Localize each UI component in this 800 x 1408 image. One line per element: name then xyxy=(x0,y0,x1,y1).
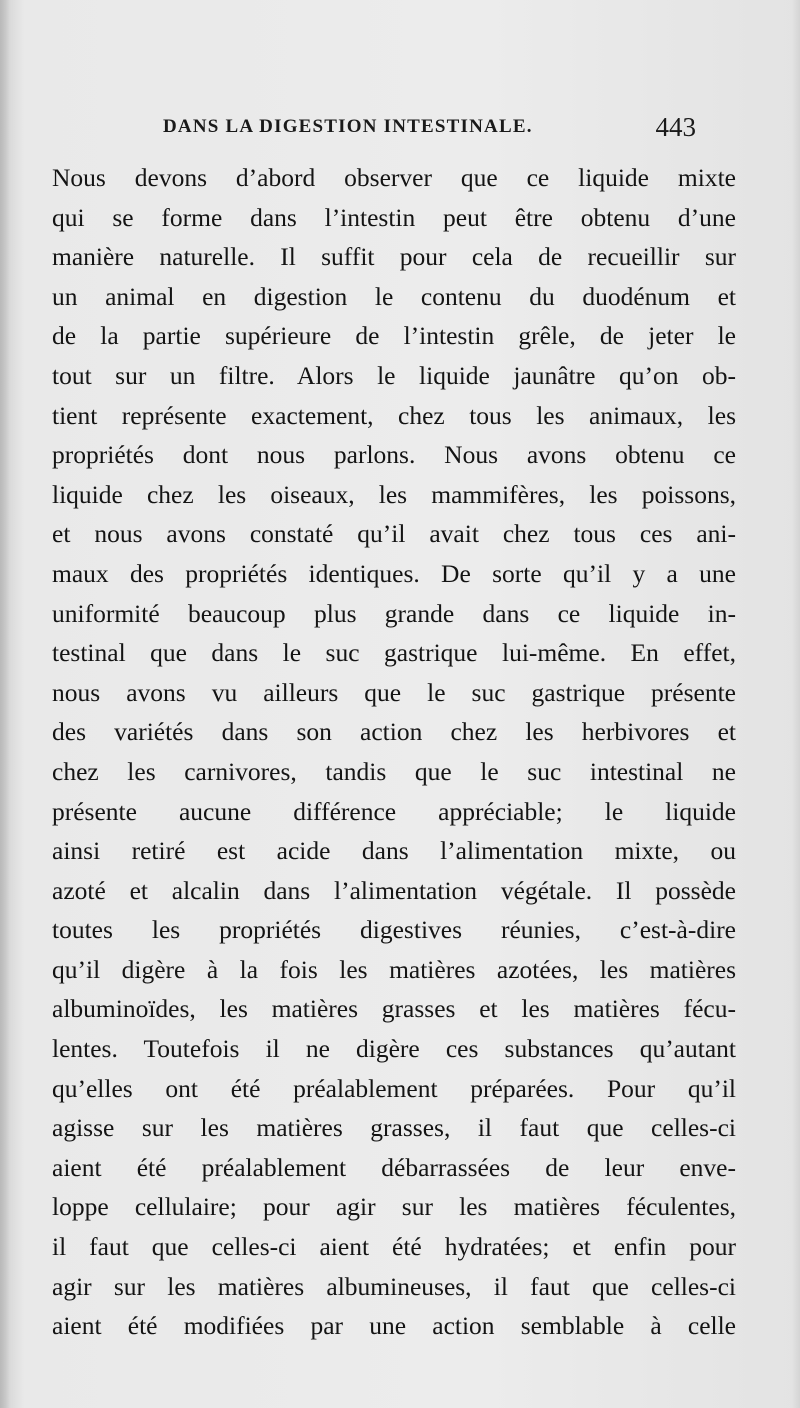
text-line: de la partie supérieure de l’intestin grêle, de jeter le xyxy=(52,321,736,351)
text-line: nous avons vu ailleurs que le suc gastrique présente xyxy=(52,677,736,707)
text-line: tout sur un filtre. Alors le liquide jaunâtre qu’on ob- xyxy=(52,360,736,390)
text-line: toutes les propriétés digestives réunies, c’est-à-dire xyxy=(52,915,736,945)
page-number: 443 xyxy=(655,112,696,142)
body-text xyxy=(52,158,736,1346)
text-line: des variétés dans son action chez les herbivores et xyxy=(52,717,736,747)
text-line: maux des propriétés identiques. De sorte qu’il y a une xyxy=(52,558,736,588)
page-header xyxy=(120,112,700,148)
text-line: ainsi retiré est acide dans l’alimentation mixte, ou xyxy=(52,836,736,866)
page-spine-shadow xyxy=(0,0,10,1408)
text-line: manière naturelle. Il suffit pour cela de recueillir sur xyxy=(52,242,736,272)
page-edge-shadow xyxy=(792,0,800,1408)
text-line: un animal en digestion le contenu du duodénum et xyxy=(52,281,736,311)
text-line: uniformité beaucoup plus grande dans ce liquide in- xyxy=(52,598,736,628)
text-line: qui se forme dans l’intestin peut être obtenu d’une xyxy=(52,202,736,232)
text-line: Nous devons d’abord observer que ce liquide mixte xyxy=(52,163,736,192)
text-line: chez les carnivores, tandis que le suc intestinal ne xyxy=(52,756,736,786)
text-line: testinal que dans le suc gastrique lui-même. En effet, xyxy=(52,638,736,668)
running-head: DANS LA DIGESTION INTESTINALE. xyxy=(163,116,533,137)
text-line: loppe cellulaire; pour agir sur les matières féculentes, xyxy=(52,1192,736,1222)
text-line: aient été modifiées par une action semblable à celle xyxy=(52,1311,736,1341)
text-line: agisse sur les matières grasses, il faut que celles-ci xyxy=(52,1113,736,1143)
text-line: qu’il digère à la fois les matières azotées, les matières xyxy=(52,954,736,984)
text-line: liquide chez les oiseaux, les mammifères, les poissons, xyxy=(52,479,736,509)
text-line: qu’elles ont été préalablement préparées. Pour qu’il xyxy=(52,1073,736,1103)
text-line: albuminoïdes, les matières grasses et les matières fécu- xyxy=(52,994,736,1024)
text-line: et nous avons constaté qu’il avait chez tous ces ani- xyxy=(52,519,736,549)
text-line: aient été préalablement débarrassées de leur enve- xyxy=(52,1152,736,1182)
text-line: tient représente exactement, chez tous les animaux, les xyxy=(52,400,736,430)
text-line: azoté et alcalin dans l’alimentation végétale. Il possède xyxy=(52,875,736,905)
text-line: présente aucune différence appréciable; le liquide xyxy=(52,796,736,826)
text-line: lentes. Toutefois il ne digère ces substances qu’autant xyxy=(52,1034,736,1064)
text-line: propriétés dont nous parlons. Nous avons obtenu ce xyxy=(52,440,736,470)
text-line: agir sur les matières albumineuses, il faut que celles-ci xyxy=(52,1271,736,1301)
text-line: il faut que celles-ci aient été hydratées; et enfin pour xyxy=(52,1232,736,1262)
